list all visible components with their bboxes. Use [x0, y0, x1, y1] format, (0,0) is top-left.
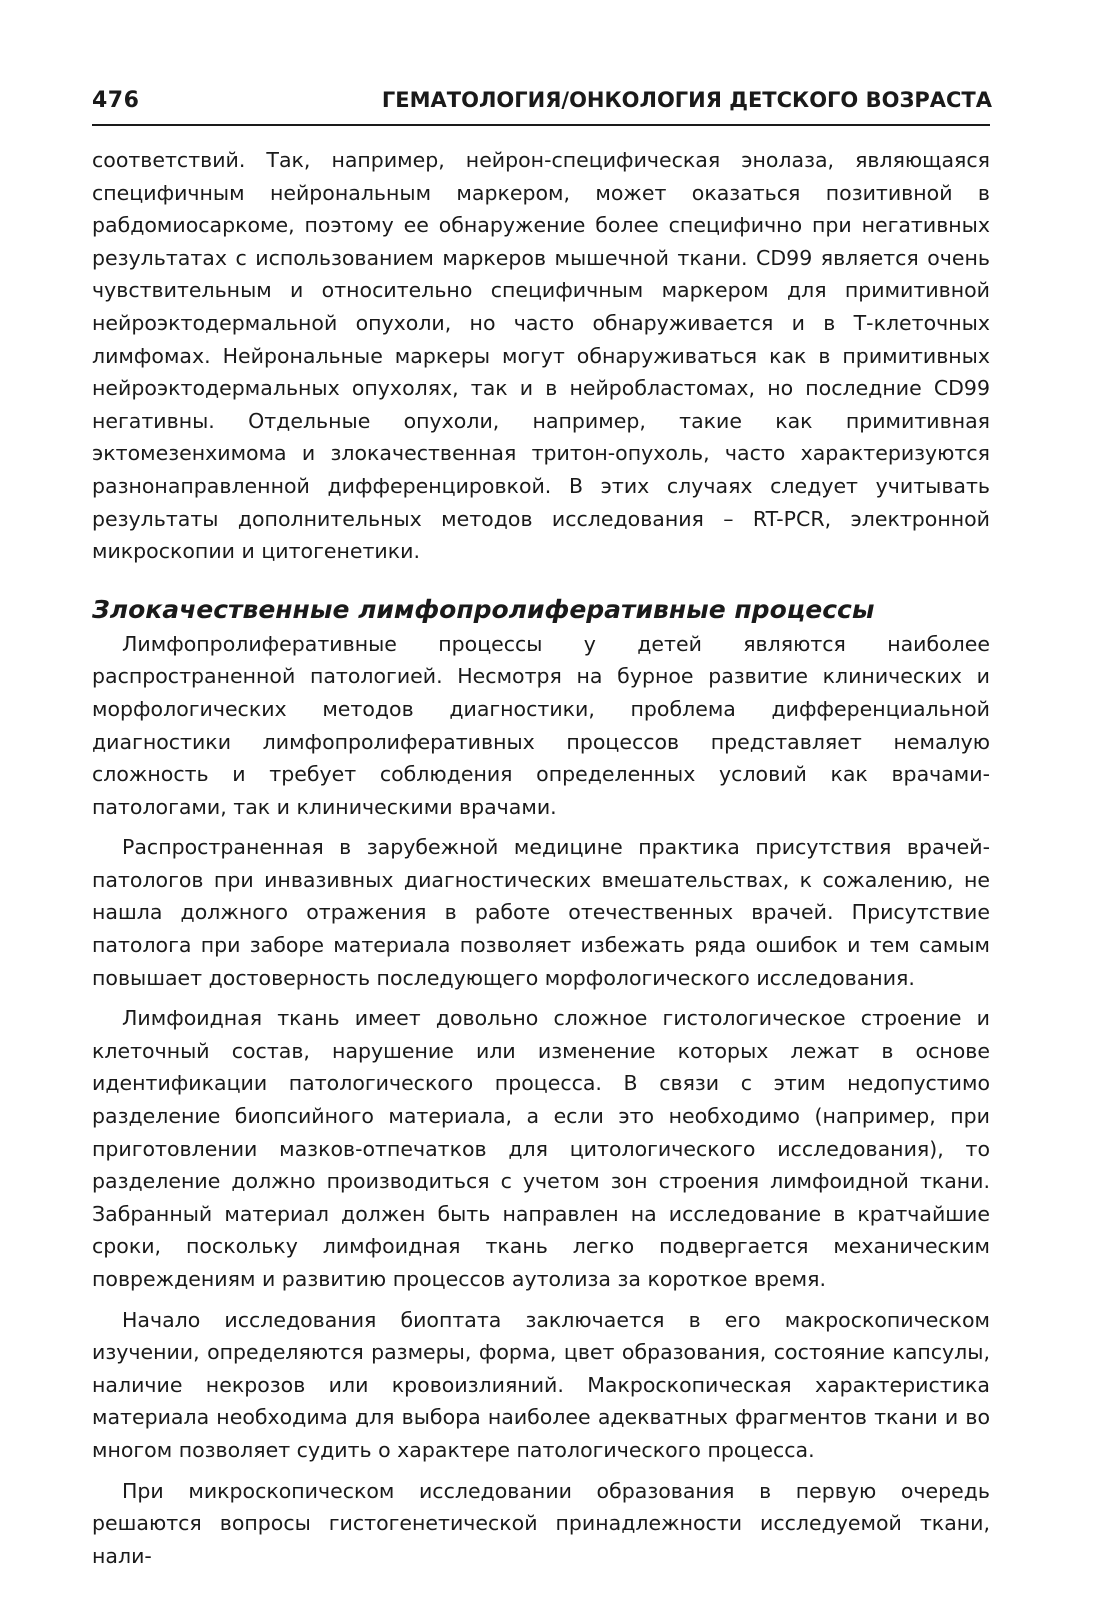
paragraph: Распространенная в зарубежной медицине практика присутствия врачей-патологов при инвазивных диагностических вмешательствах, к сожалению, не нашла должного отражения в работе отечественных врачей. Присутствие патолога при заборе материала позволяет избежать ряда ошибок и тем самым повышает достоверность последующего морфологического исследования. — [92, 835, 990, 990]
paragraph: Начало исследования биоптата заключается в его макроскопическом изучении, определяются размеры, форма, цвет образования, состояние капсулы, наличие некрозов или кровоизлияний. Макроскопическая характеристика материала необходима для выбора наиболее адекватных фрагментов ткани и во многом позволяет судить о характере патологического процесса. — [92, 1307, 990, 1462]
running-head — [92, 84, 992, 124]
header-rule — [92, 124, 990, 126]
continuation-paragraph: соответствий. Так, например, нейрон-специфическая энолаза, являющаяся специфичным нейрональным маркером, может оказаться позитивной в рабдомиосаркоме, поэтому ее обнаружение более специфично при негативных результатах с использованием маркеров мышечной ткани. CD99 является очень чувствительным и относительно специфичным маркером для примитивной нейроэктодермальной опухоли, но часто обнаруживается и в Т-клеточных лимфомах. Нейрональные маркеры могут обнаруживаться как в примитивных нейроэктодермальных опухолях, так и в нейробластомах, но последние CD99 негативны. Отдельные опухоли, например, такие как примитивная эктомезенхимома и злокачественная тритон-опухоль, часто характеризуются разнонаправленной дифференцировкой. В этих случаях следует учитывать результаты дополнительных методов исследования – RT-PCR, электронной микроскопии и цитогенетики. — [92, 148, 990, 564]
paragraph: Лимфоидная ткань имеет довольно сложное гистологическое строение и клеточный состав, нарушение или изменение которых лежат в основе идентификации патологического процесса. В связи с этим недопустимо разделение биопсийного материала, а если это необходимо (например, при приготовлении мазков-отпечатков для цитологического исследования), то разделение должно производиться с учетом зон строения лимфоидной ткани. Забранный материал должен быть направлен на исследование в кратчайшие сроки, поскольку лимфоидная ткань легко подвергается механическим повреждениям и развитию процессов аутолиза за короткое время. — [92, 1006, 990, 1291]
page-number: 476 — [92, 88, 140, 113]
page-body — [92, 144, 990, 1572]
section-heading: Злокачественные лимфопролиферативные процессы — [92, 594, 875, 624]
running-title: ГЕМАТОЛОГИЯ/ОНКОЛОГИЯ ДЕТСКОГО ВОЗРАСТА — [381, 88, 992, 112]
paragraph: При микроскопическом исследовании образования в первую очередь решаются вопросы гистогенетической принадлежности исследуемой ткани, нали- — [92, 1478, 990, 1568]
paragraph: Лимфопролиферативные процессы у детей являются наиболее распространенной патологией. Несмотря на бурное развитие клинических и морфологических методов диагностики, проблема дифференциальной диагностики лимфопролиферативных процессов представляет немалую сложность и требует соблюдения определенных условий как врачами-патологами, так и клиническими врачами. — [92, 631, 990, 819]
